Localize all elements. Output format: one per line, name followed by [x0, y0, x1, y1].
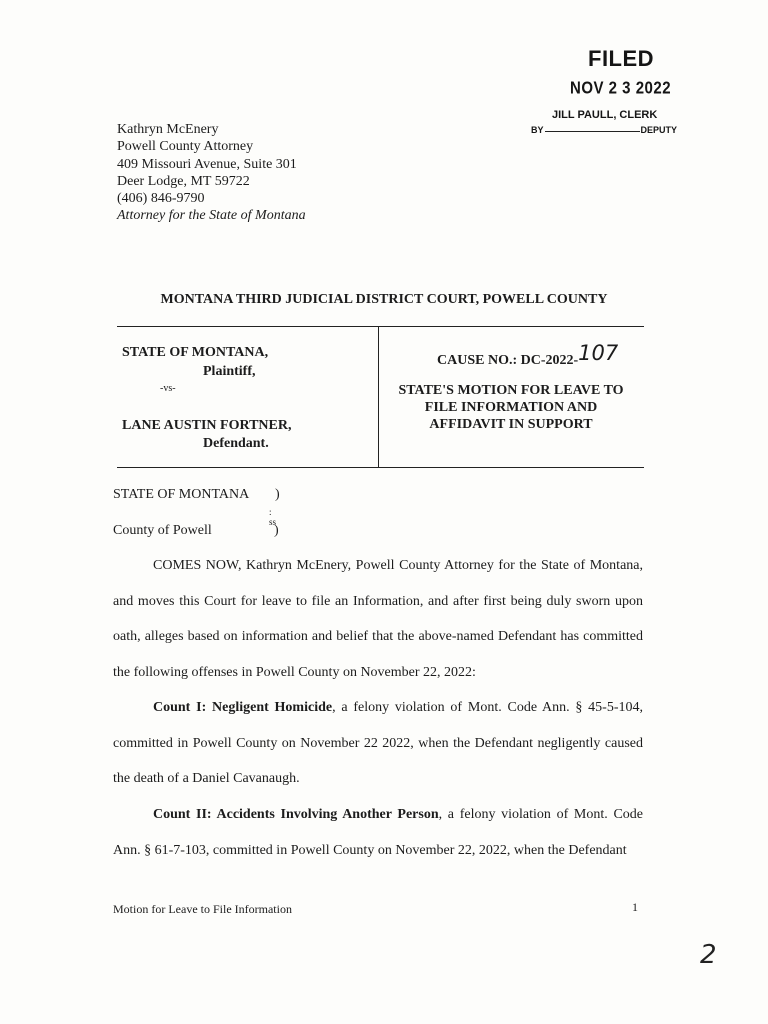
caption-top-rule [117, 326, 644, 327]
versus-label: -vs- [160, 383, 176, 394]
filed-stamp-by-label: BY [531, 125, 544, 135]
attorney-phone: (406) 846-9790 [117, 191, 205, 207]
motion-title [388, 382, 634, 433]
filed-stamp-deputy-label: DEPUTY [640, 125, 678, 135]
count-1-text: , a felony violation of Mont. Code Ann. § 45-5-104, committed in Powell County on November 22 2022, when the Defendant negligently caused the death of a Daniel Cavanaugh. [113, 700, 644, 786]
cause-number-label: CAUSE NO.: DC-2022- [437, 353, 579, 368]
plaintiff-role: Plaintiff, [203, 364, 256, 379]
attorney-address-line-1: 409 Missouri Avenue, Suite 301 [117, 156, 297, 172]
attorney-title: Powell County Attorney [117, 139, 254, 155]
footer-label: Motion for Leave to File Information [113, 902, 292, 916]
cause-number [437, 341, 619, 369]
filed-stamp-deputy-line [531, 125, 677, 135]
motion-title-line-1: STATE'S MOTION FOR LEAVE TO [398, 383, 624, 398]
venue-bracket-top: ) [275, 487, 280, 502]
filed-stamp-title: FILED [588, 46, 655, 71]
signature-blank-line [545, 131, 640, 132]
count-1-heading: Count I: Negligent Homicide [153, 700, 333, 715]
caption-divider [378, 327, 379, 467]
count-2-paragraph [113, 797, 643, 868]
filed-stamp-date: NOV 2 3 2022 [570, 78, 672, 99]
count-1-paragraph [113, 690, 643, 797]
caption-bottom-rule [117, 467, 644, 468]
venue-ss: : ss [269, 507, 277, 527]
defendant-role: Defendant. [203, 436, 269, 451]
page-number: 1 [632, 900, 638, 914]
attorney-role: Attorney for the State of Montana [117, 208, 306, 224]
intro-paragraph: COMES NOW, Kathryn McEnery, Powell County Attorney for the State of Montana, and moves this Court for leave to file an Information, and after first being duly sworn upon oath, alleges based on information and belief that the above-named Defendant has committed the following offenses in Powell County on November 22, 2022: [113, 558, 643, 680]
venue-bracket-bottom: ) [274, 523, 279, 538]
plaintiff-name: STATE OF MONTANA, [122, 345, 269, 360]
cause-number-handwritten: 107 [578, 341, 619, 365]
handwritten-page-mark: 2 [700, 940, 717, 970]
motion-title-line-3: AFFIDAVIT IN SUPPORT [429, 417, 593, 432]
defendant-name: LANE AUSTIN FORTNER, [122, 418, 292, 433]
filed-stamp-clerk: JILL PAULL, CLERK [552, 109, 658, 121]
attorney-address-line-2: Deer Lodge, MT 59722 [117, 173, 250, 189]
court-title: MONTANA THIRD JUDICIAL DISTRICT COURT, POWELL COUNTY [160, 292, 608, 307]
motion-title-line-2: FILE INFORMATION AND [424, 400, 598, 415]
count-2-text: , a felony violation of Mont. Code Ann. § 61-7-103, committed in Powell County on November 22, 2022, when the Defendant [113, 807, 644, 858]
count-2-heading: Count II: Accidents Involving Another Person [153, 807, 439, 822]
attorney-block [117, 121, 306, 225]
attorney-name: Kathryn McEnery [117, 122, 219, 137]
venue-state: STATE OF MONTANA [113, 487, 250, 502]
venue-county: County of Powell [113, 523, 212, 538]
